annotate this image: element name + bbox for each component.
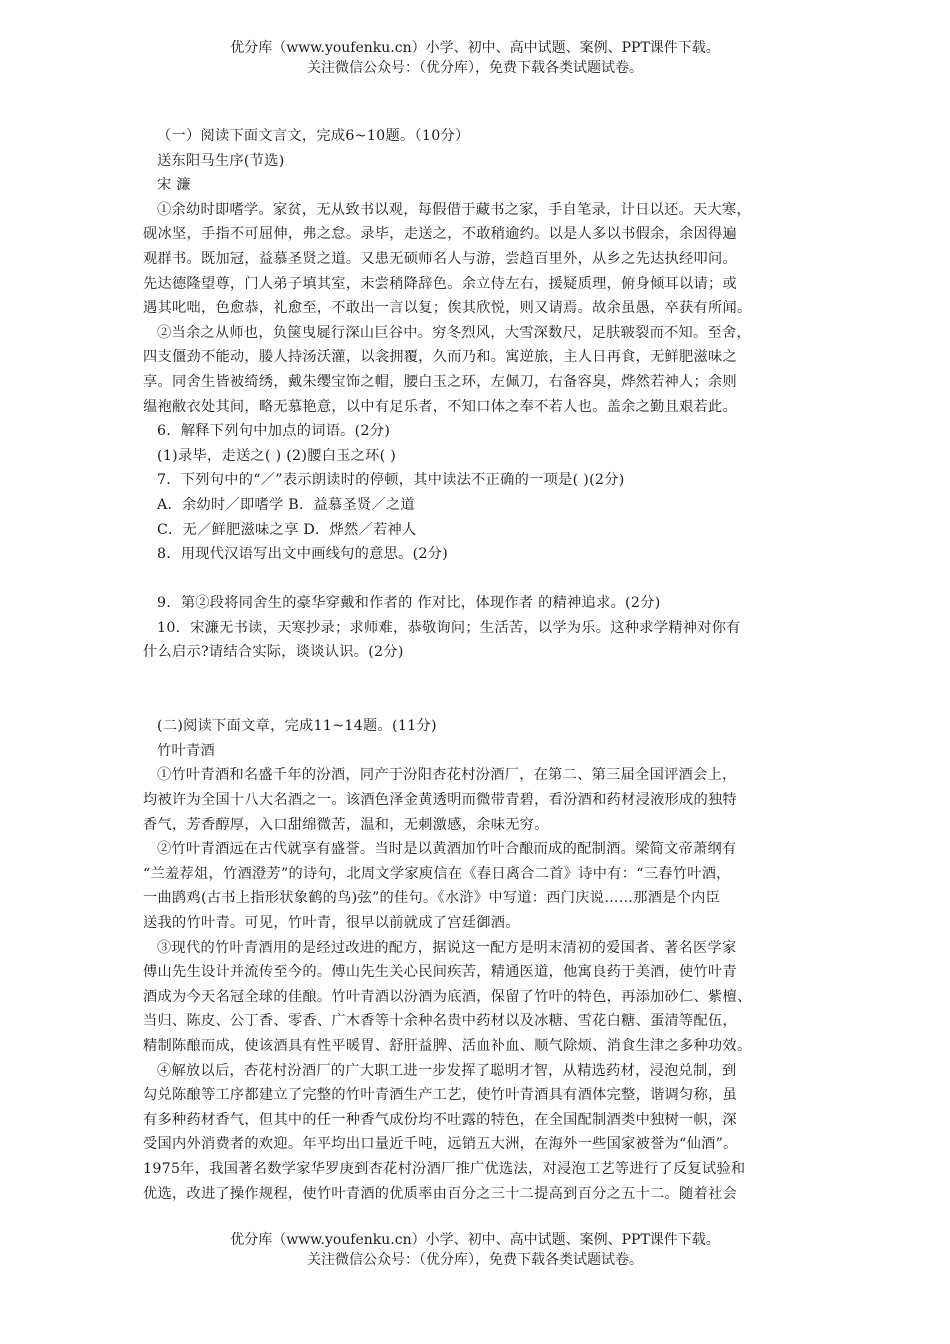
section1-title: 送东阳马生序(节选) [157,152,285,169]
section2-paragraph-1: ①竹叶青酒和名盛千年的汾酒，同产于汾阳杏花村汾酒厂，在第二、第三届全国评酒会上， 均被许为全国十八大名酒之一。该酒色泽金黄透明而微带青碧，看汾酒和药材浸液形成的独特 香气，芳香醇厚，入口甜绵微苦，温和，无刺激感，余味无穷。 [143,767,737,833]
section1-paragraph-1: ①余幼时即嗜学。家贫，无从致书以观，每假借于藏书之家，手自笔录，计日以还。天大寒， 砚冰坚，手指不可屈伸，弗之怠。录毕，走送之，不敢稍逾约。以是人多以书假余，余因得遍 观群书。既加冠，益慕圣贤之道。又患无硕师名人与游，尝趋百里外，从乡之先达执经叩问。 先达德隆望尊，门人弟子填其室，未尝稍降辞色。余立侍左右，援疑质理，俯身倾耳以请；或 遇其叱咄，色愈恭，礼愈至，不敢出一言以复；俟其欣悦，则又请焉。故余虽愚，卒获有所闻。 [143,201,752,317]
footer-line-1: 优分库（www.youfenku.cn）小学、初中、高中试题、案例、PPT课件下载。 [230,1232,720,1248]
header-line-1: 优分库（www.youfenku.cn）小学、初中、高中试题、案例、PPT课件下载。 [230,40,720,56]
section2-heading: (二)阅读下面文章，完成11~14题。(11分) [157,718,437,735]
section1-paragraph-2: ②当余之从师也，负箧曳屣行深山巨谷中。穷冬烈风，大雪深数尺，足肤皲裂而不知。至舍， 四支僵劲不能动，媵人持汤沃灌，以衾拥覆，久而乃和。寓逆旅，主人日再食，无鲜肥滋味之 享。同舍生皆被绮绣，戴朱缨宝饰之帽，腰白玉之环，左佩刀，右备容臭，烨然若神人；余则 缊袍敝衣处其间，略无慕艳意，以中有足乐者，不知口体之奉不若人也。盖余之勤且艰若此。 [143,324,751,415]
question-7: 7．下列句中的“／”表示朗读时的停顿，其中读法不正确的一项是( )(2分) [157,472,625,489]
page-header [0,38,950,78]
section1-author: 宋 濂 [157,177,191,194]
header-line-2: 关注微信公众号：（优分库），免费下载各类试题试卷。 [307,60,643,76]
document-body [143,124,813,1206]
section2-paragraph-2: ②竹叶青酒远在古代就享有盛誉。当时是以黄酒加竹叶合酿而成的配制酒。梁简文帝萧纲有 “兰羞荐俎，竹酒澄芳”的诗句，北周文学家庾信在《春日离合二首》诗中有：“三春竹叶酒， 一曲鹍鸡(古书上指形状象鹤的鸟)弦”的佳句。《水浒》中写道：西门庆说……那酒是个内臣 送我的竹叶青。可见，竹叶青，很早以前就成了宫廷御酒。 [143,841,737,931]
question-10: 10．宋濂无书读，天寒抄录；求师难，恭敬询问；生活苦，以学为乐。这种求学精神对你有 什么启示?请结合实际，谈谈认识。(2分) [143,619,741,661]
section2-paragraph-3: ③现代的竹叶青酒用的是经过改进的配方，据说这一配方是明末清初的爱国者、著名医学家 傅山先生设计并流传至今的。傅山先生关心民间疾苦，精通医道，他寓良药于美酒，使竹叶青 酒成为今天名冠全球的佳酿。竹叶青酒以汾酒为底酒，保留了竹叶的特色，再添加砂仁、紫檀、 当归、陈皮、公丁香、零香、广木香等十余种名贵中药材以及冰糖、雪花白糖、蛋清等配伍， 精制陈酿而成，使该酒具有性平暖胃、舒肝益脾、活血补血、顺气除烦、消食生津之多种功效。 [143,939,752,1054]
question-8: 8．用现代汉语写出文中画线句的意思。(2分) [157,546,449,563]
section2-paragraph-4: ④解放以后，杏花村汾酒厂的广大职工进一步发挥了聪明才智，从精选药材，浸泡兑制，到 勾兑陈酿等工序都建立了完整的竹叶青酒生产工艺，使竹叶青酒具有酒体完整，谐调匀称，虽 有多种药材香气，但其中的任一种香气成份均不吐露的特色，在全国配制酒类中独树一帜，深 受国内外消费者的欢迎。年平均出口量近千吨，远销五大洲，在海外一些国家被誉为“仙酒”。 1975年，我国著名数学家华罗庚到杏花村汾酒厂推广优选法，对浸泡工艺等进行了反复试验和 优选，改进了操作规程，使竹叶青酒的优质率由百分之三十二提高到百分之五十二。随着社会 [143,1062,746,1202]
page-footer [0,1230,950,1270]
question-6: 6．解释下列句中加点的词语。(2分) [157,423,391,440]
footer-line-2: 关注微信公众号：（优分库），免费下载各类试题试卷。 [307,1252,643,1268]
question-7-options-cd: C．无／鲜肥滋味之享 D．烨然／若神人 [157,521,417,538]
section1-heading: （一）阅读下面文言文，完成6~10题。（10分） [157,128,470,144]
question-9: 9．第②段将同舍生的豪华穿戴和作者的 作对比，体现作者 的精神追求。(2分) [157,595,661,612]
question-7-options-ab: A．余幼时／即嗜学 B．益慕圣贤／之道 [157,496,415,513]
question-6-items: (1)录毕，走送之( ) (2)腰白玉之环( ) [157,447,397,464]
section2-title: 竹叶青酒 [157,742,215,759]
